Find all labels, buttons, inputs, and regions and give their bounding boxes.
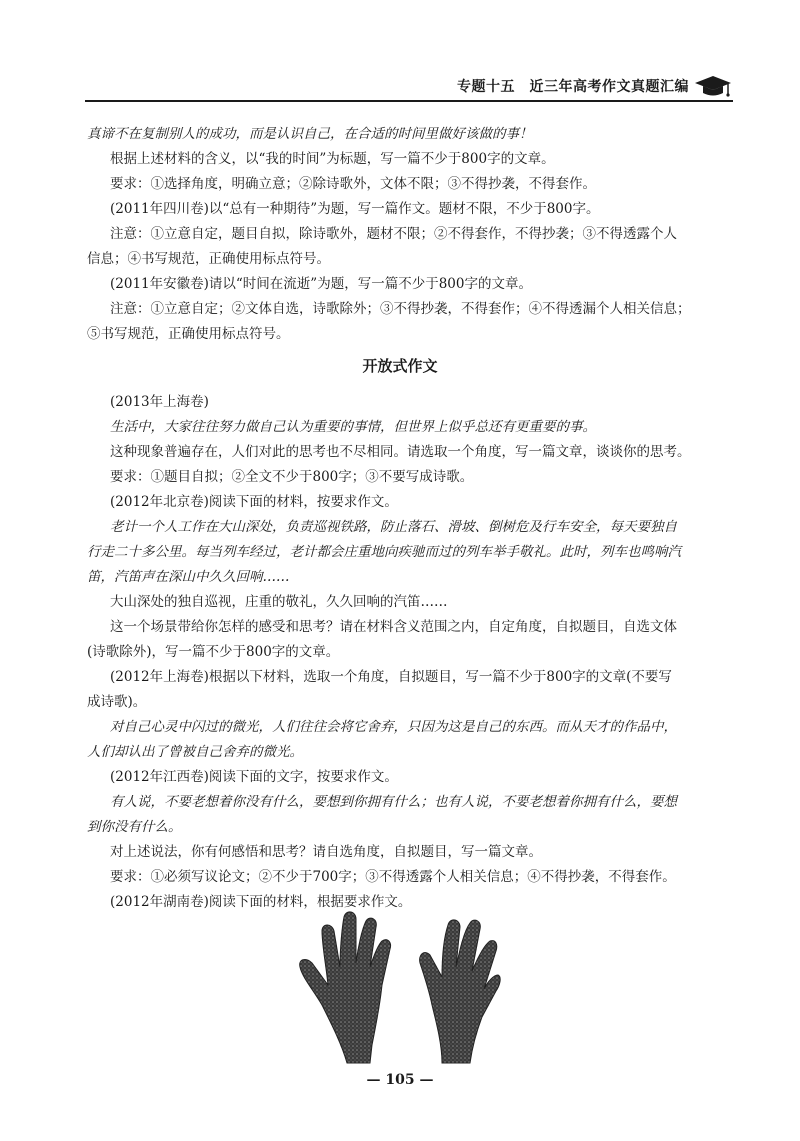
text-line: (2012年江西卷)阅读下面的文字，按要求作文。 bbox=[110, 769, 398, 785]
graduation-cap-icon bbox=[693, 72, 733, 98]
text-line: (2012年湖南卷)阅读下面的材料，根据要求作文。 bbox=[110, 894, 412, 910]
text-line: 到你没有什么。 bbox=[87, 819, 182, 835]
text-line: 行走二十多公里。每当列车经过，老计都会庄重地向疾驰而过的列车举手敬礼。此时，列车也鸣响汽 bbox=[87, 544, 681, 560]
header-title: 专题十五 近三年高考作文真题汇编 bbox=[457, 79, 689, 95]
text-line: 注意：①立意自定；②文体自选，诗歌除外；③不得抄袭，不得套作；④不得透漏个人相关信息； bbox=[110, 301, 691, 317]
text-line: (诗歌除外)，写一篇不少于800字的文章。 bbox=[87, 644, 340, 660]
text-line: (2012年北京卷)阅读下面的材料，按要求作文。 bbox=[110, 494, 398, 510]
two-hands-photo-icon bbox=[292, 905, 502, 1065]
text-line: (2013年上海卷) bbox=[110, 394, 209, 410]
text-line: 根据上述材料的含义，以“我的时间”为标题，写一篇不少于800字的文章。 bbox=[110, 151, 555, 167]
text-line: 大山深处的独自巡视，庄重的敬礼，久久回响的汽笛…… bbox=[110, 594, 448, 610]
text-line: 要求：①选择角度，明确立意；②除诗歌外，文体不限；③不得抄袭，不得套作。 bbox=[110, 176, 596, 192]
text-line: 笛，汽笛声在深山中久久回响…… bbox=[87, 569, 290, 585]
page-number: — 105 — bbox=[366, 1072, 434, 1088]
text-line: (2012年上海卷)根据以下材料，选取一个角度，自拟题目，写一篇不少于800字的文章(不要写 bbox=[110, 669, 672, 685]
text-line: 对自己心灵中闪过的微光，人们往往会将它舍弃，只因为这是自己的东西。而从天才的作品中， bbox=[110, 719, 677, 735]
text-line: 信息；④书写规范，正确使用标点符号。 bbox=[87, 251, 330, 267]
text-line: 这种现象普遍存在，人们对此的思考也不尽相同。请选取一个角度，写一篇文章，谈谈你的思考。 bbox=[110, 444, 691, 460]
text-line: 对上述说法，你有何感悟和思考？请自选角度，自拟题目，写一篇文章。 bbox=[110, 844, 542, 860]
text-line: (2011年安徽卷)请以“时间在流逝”为题，写一篇不少于800字的文章。 bbox=[110, 276, 532, 292]
text-line: 人们却认出了曾被自己舍弃的微光。 bbox=[87, 744, 303, 760]
text-line: 这一个场景带给你怎样的感受和思考？请在材料含义范围之内，自定角度，自拟题目，自选文体 bbox=[110, 619, 677, 635]
text-line: 生活中，大家往往努力做自己认为重要的事情，但世界上似乎总还有更重要的事。 bbox=[110, 419, 596, 435]
section-heading: 开放式作文 bbox=[362, 357, 438, 375]
text-line: ⑤书写规范，正确使用标点符号。 bbox=[87, 326, 290, 342]
text-line: 要求：①题目自拟；②全文不少于800字；③不要写成诗歌。 bbox=[110, 469, 474, 485]
text-line: 真谛不在复制别人的成功，而是认识自己，在合适的时间里做好该做的事！ bbox=[87, 126, 533, 142]
text-line: 要求：①必须写议论文；②不少于700字；③不得透露个人相关信息；④不得抄袭，不得套作。 bbox=[110, 869, 676, 885]
text-line: 老计一个人工作在大山深处，负责巡视铁路，防止落石、滑坡、倒树危及行车安全，每天要独自 bbox=[110, 519, 677, 535]
text-line: 有人说，不要老想着你没有什么，要想到你拥有什么；也有人说，不要老想着你拥有什么，要想 bbox=[110, 794, 677, 810]
text-line: (2011年四川卷)以“总有一种期待”为题，写一篇作文。题材不限，不少于800字。 bbox=[110, 201, 600, 217]
text-line: 注意：①立意自定，题目自拟，除诗歌外，题材不限；②不得套作，不得抄袭；③不得透露个人 bbox=[110, 226, 677, 242]
page-header bbox=[85, 74, 733, 102]
header-rule bbox=[85, 100, 733, 102]
text-line: 成诗歌)。 bbox=[87, 694, 147, 710]
